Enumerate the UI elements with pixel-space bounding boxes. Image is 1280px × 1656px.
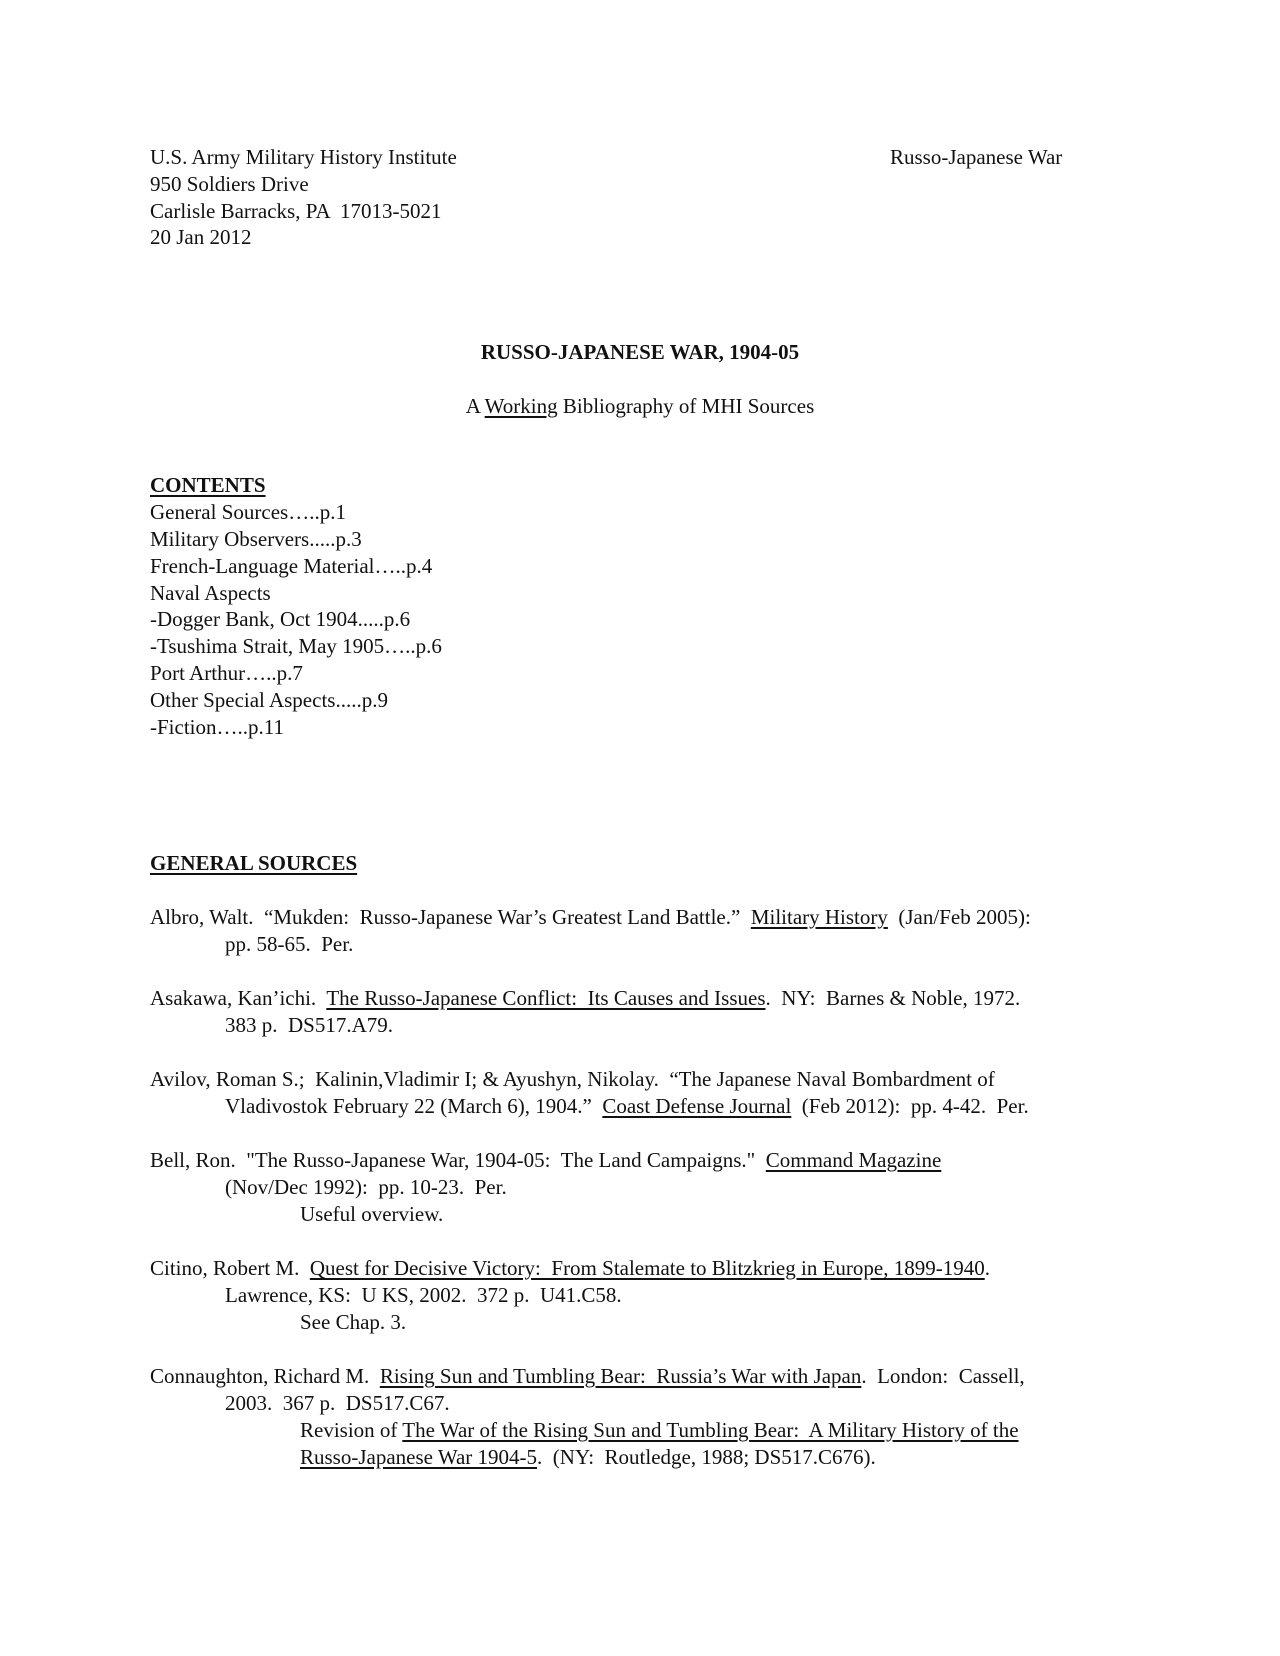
contents-item: Military Observers.....p.3	[150, 527, 362, 551]
document-date: 20 Jan 2012	[150, 225, 252, 249]
contents-item: Port Arthur…..p.7	[150, 661, 303, 685]
bib-title: Rising Sun and Tumbling Bear: Russia’s War with Japan	[379, 1364, 862, 1388]
street-address: 950 Soldiers Drive	[150, 172, 309, 196]
contents-item: French-Language Material…..p.4	[150, 554, 433, 578]
institution-name: U.S. Army Military History Institute	[150, 145, 457, 169]
bib-entry-note	[300, 1444, 876, 1471]
bib-title: The Russo-Japanese Conflict: Its Causes and Issues	[326, 986, 766, 1010]
page-subtitle	[0, 393, 1280, 420]
contents-item: General Sources…..p.1	[150, 500, 346, 524]
bib-text: . London: Cassell,	[861, 1364, 1025, 1388]
bib-text: (Jan/Feb 2005):	[887, 905, 1031, 929]
subtitle-part: A	[465, 394, 485, 418]
bib-text: .	[984, 1256, 990, 1280]
bib-entry-line: (Nov/Dec 1992): pp. 10-23. Per.	[225, 1175, 507, 1199]
contents-item: Other Special Aspects.....p.9	[150, 688, 388, 712]
bib-text: Asakawa, Kan’ichi.	[150, 986, 327, 1010]
bib-entry-line	[150, 1255, 990, 1282]
bib-entry-line: Avilov, Roman S.; Kalinin,Vladimir I; & Ayushyn, Nikolay. “The Japanese Naval Bombardment of	[150, 1067, 995, 1091]
contents-heading: CONTENTS	[150, 473, 266, 497]
bib-title: Command Magazine	[765, 1148, 942, 1172]
bib-title: Military History	[750, 905, 888, 929]
contents-item: -Fiction…..p.11	[150, 715, 284, 739]
bib-title: Coast Defense Journal	[602, 1094, 792, 1118]
bib-entry-note: Useful overview.	[300, 1202, 444, 1226]
bib-entry-note	[300, 1417, 1019, 1444]
bib-entry-note: See Chap. 3.	[300, 1310, 407, 1334]
bib-text: Vladivostok February 22 (March 6), 1904.”	[225, 1094, 603, 1118]
bib-text: Connaughton, Richard M.	[150, 1364, 380, 1388]
bib-text: Revision of	[300, 1418, 403, 1442]
bib-entry-line: 2003. 367 p. DS517.C67.	[225, 1391, 450, 1415]
bib-title: Russo-Japanese War 1904-5	[300, 1445, 538, 1469]
bib-text: Albro, Walt. “Mukden: Russo-Japanese War’s Greatest Land Battle.”	[150, 905, 751, 929]
contents-item: -Tsushima Strait, May 1905…..p.6	[150, 634, 442, 658]
subtitle-part: Bibliography of MHI Sources	[557, 394, 815, 418]
bib-entry-line	[150, 985, 1020, 1012]
bib-entry-line	[150, 904, 1031, 931]
bib-text: . NY: Barnes & Noble, 1972.	[765, 986, 1021, 1010]
bib-text: Bell, Ron. "The Russo-Japanese War, 1904-05: The Land Campaigns."	[150, 1148, 766, 1172]
bib-entry-line: 383 p. DS517.A79.	[225, 1013, 394, 1037]
bib-entry-line: pp. 58-65. Per.	[225, 932, 354, 956]
bib-entry-line: Lawrence, KS: U KS, 2002. 372 p. U41.C58.	[225, 1283, 622, 1307]
bib-text: (Feb 2012): pp. 4-42. Per.	[791, 1094, 1029, 1118]
bib-title: Quest for Decisive Victory: From Stalemate to Blitzkrieg in Europe, 1899-1940	[309, 1256, 985, 1280]
page-title: RUSSO-JAPANESE WAR, 1904-05	[480, 340, 800, 364]
bib-title: The War of the Rising Sun and Tumbling Bear: A Military History of the	[402, 1418, 1019, 1442]
document-topic: Russo-Japanese War	[890, 145, 1063, 169]
general-sources-heading: GENERAL SOURCES	[150, 851, 358, 875]
contents-item: -Dogger Bank, Oct 1904.....p.6	[150, 607, 411, 631]
bib-entry-line	[150, 1147, 941, 1174]
city-address: Carlisle Barracks, PA 17013-5021	[150, 199, 442, 223]
bib-text: Citino, Robert M.	[150, 1256, 310, 1280]
subtitle-working: Working	[484, 394, 558, 418]
bib-text: . (NY: Routledge, 1988; DS517.C676).	[537, 1445, 876, 1469]
bib-entry-line	[150, 1363, 1025, 1390]
bib-entry-line	[225, 1093, 1029, 1120]
contents-item: Naval Aspects	[150, 581, 271, 605]
